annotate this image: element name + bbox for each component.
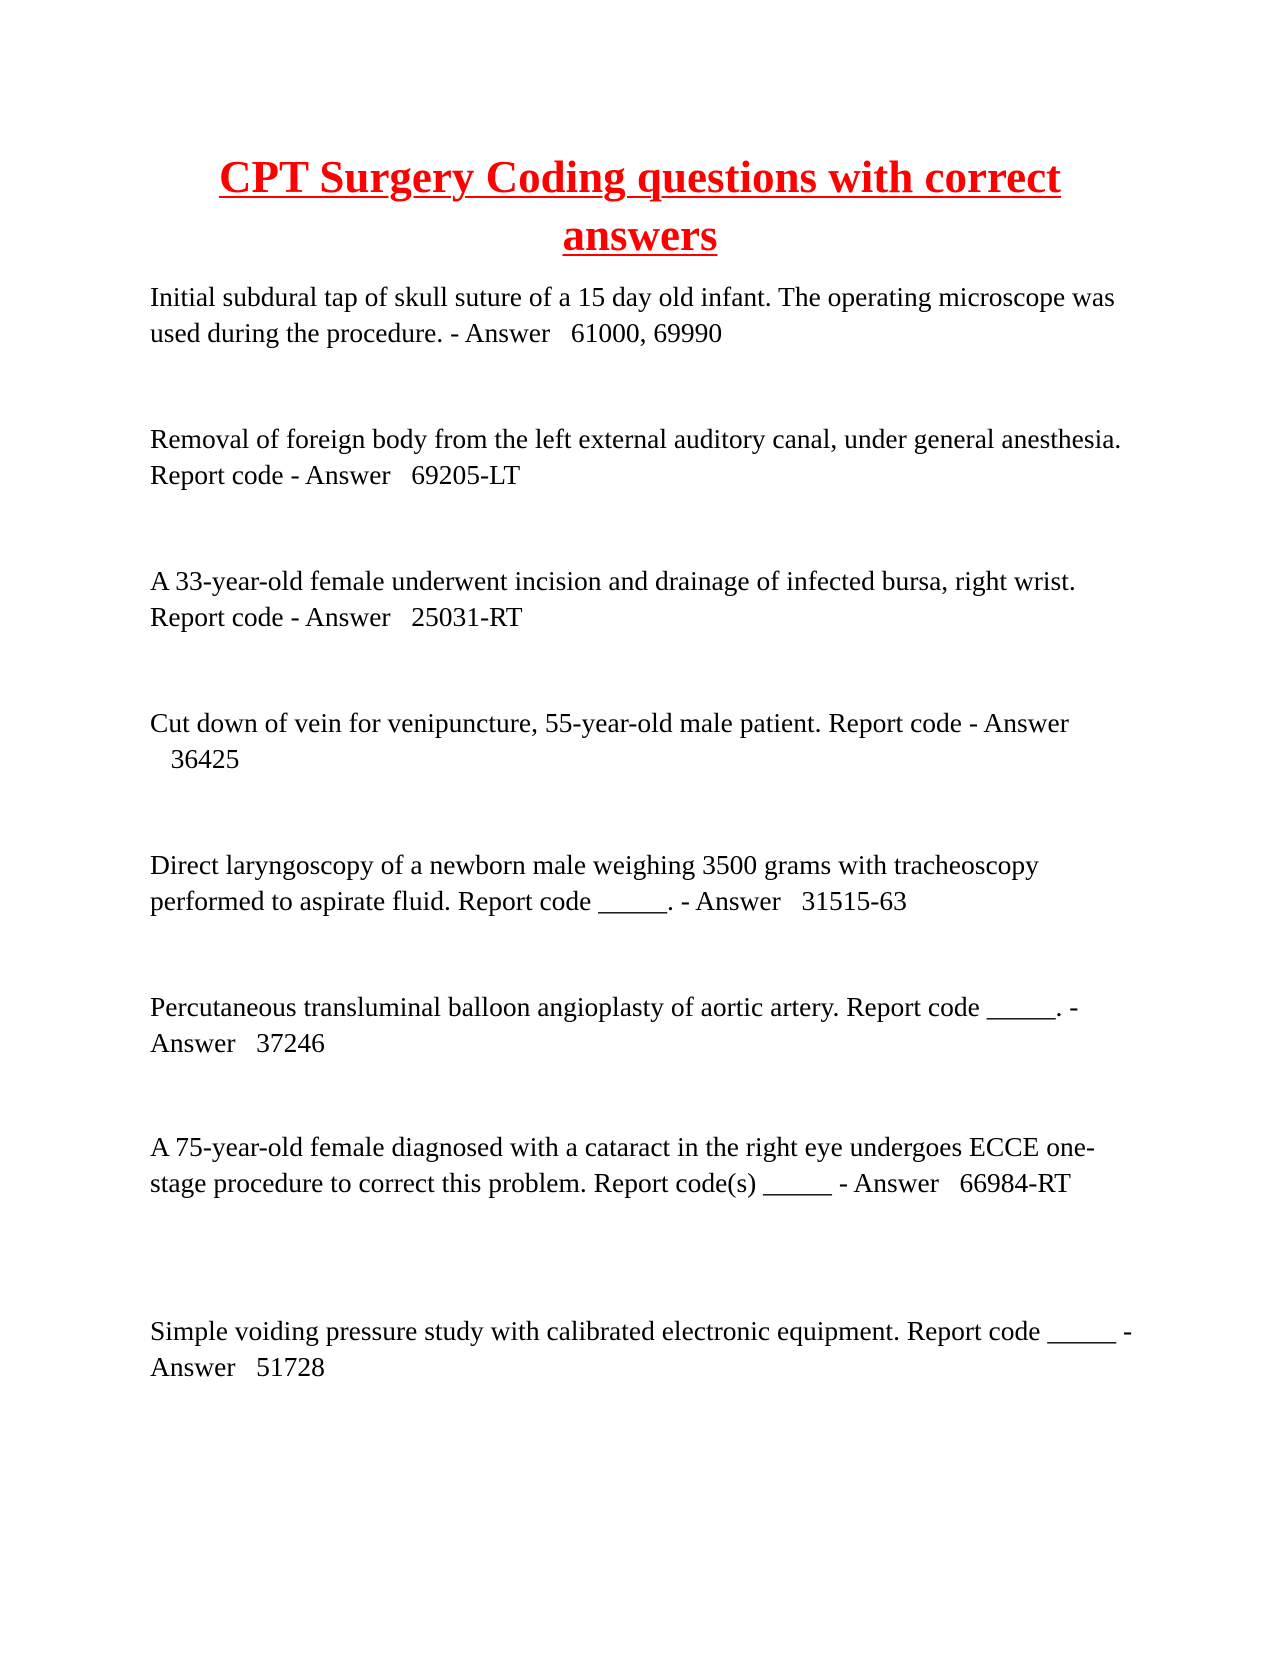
qa-item	[150, 1129, 1140, 1201]
answer-label: - Answer	[290, 601, 391, 632]
answer-label: - Answer	[150, 1315, 1133, 1382]
question-text: Cut down of vein for venipuncture, 55-year-old male patient. Report code	[150, 707, 962, 738]
question-text: Percutaneous transluminal balloon angioplasty of aortic artery. Report code _____.	[150, 991, 1063, 1022]
answer-label: - Answer	[450, 317, 551, 348]
answer-text: 51728	[256, 1351, 325, 1382]
question-text: Simple voiding pressure study with calibrated electronic equipment. Report code _____	[150, 1315, 1117, 1346]
answer-text: 66984-RT	[959, 1167, 1071, 1198]
question-text: A 33-year-old female underwent incision and drainage of infected bursa, right wrist. Report code	[150, 565, 1076, 632]
answer-text: 25031-RT	[411, 601, 523, 632]
answer-label: - Answer	[838, 1167, 939, 1198]
question-text: A 75-year-old female diagnosed with a cataract in the right eye undergoes ECCE one-stage procedure to correct this problem. Report code(s) _____	[150, 1131, 1096, 1198]
document-title: CPT Surgery Coding questions with correct answers	[218, 152, 1062, 260]
answer-label: - Answer	[680, 885, 781, 916]
qa-item	[150, 563, 1140, 635]
qa-item	[150, 421, 1140, 493]
answer-label: - Answer	[968, 707, 1069, 738]
answer-text: 69205-LT	[411, 459, 521, 490]
qa-item	[150, 847, 1140, 919]
answer-text: 37246	[256, 1027, 325, 1058]
answer-text: 61000, 69990	[570, 317, 723, 348]
answer-text: 31515-63	[801, 885, 907, 916]
qa-item	[150, 279, 1140, 351]
answer-label: - Answer	[150, 991, 1079, 1058]
qa-item	[150, 989, 1140, 1061]
qa-item	[150, 705, 1140, 777]
answer-label: - Answer	[290, 459, 391, 490]
qa-item	[150, 1313, 1140, 1385]
answer-text: 36425	[170, 743, 240, 774]
question-text: Removal of foreign body from the left external auditory canal, under general anesthesia. Report code	[150, 423, 1122, 490]
question-text: Initial subdural tap of skull suture of a 15 day old infant. The operating microscope was used during the procedure.	[150, 281, 1115, 348]
question-text: Direct laryngoscopy of a newborn male weighing 3500 grams with tracheoscopy performed to aspirate fluid. Report code _____.	[150, 849, 1039, 916]
